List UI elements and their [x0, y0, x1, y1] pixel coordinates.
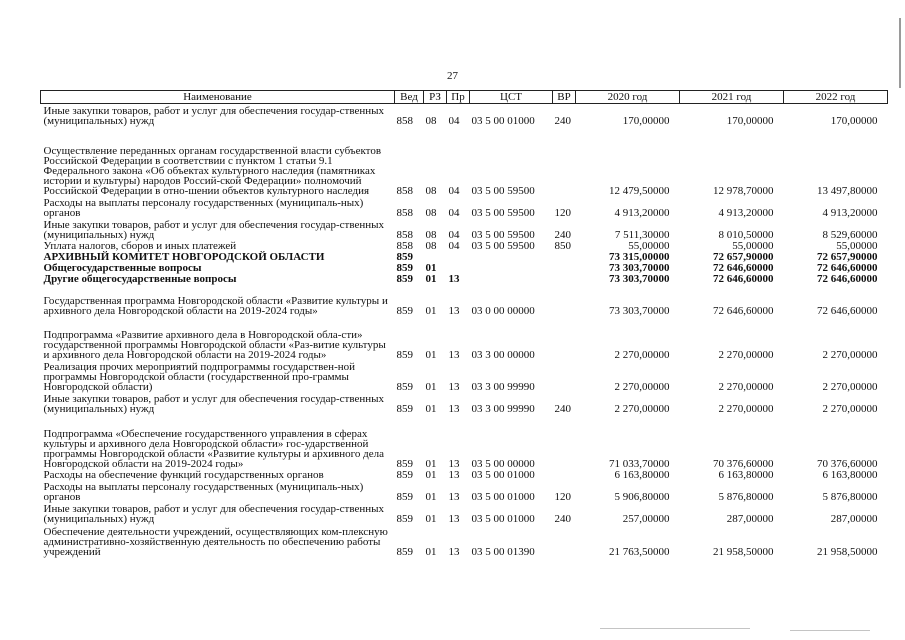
row-2020-cell: 2 270,00000 [614, 348, 670, 361]
row-name-cell: Уплата налогов, сборов и иных платежей [43, 239, 237, 252]
column-header-2022: 2022 год [784, 91, 888, 104]
row-pr-cell [447, 251, 470, 262]
table-row [41, 502, 888, 524]
row-pr-cell [447, 262, 470, 273]
row-rz-cell: 01 [425, 545, 437, 558]
row-2021-cell: 170,00000 [726, 114, 774, 127]
row-2020-cell: 5 906,80000 [614, 490, 670, 503]
row-pr-cell: 04 [448, 114, 460, 127]
row-vr-cell [553, 316, 576, 360]
row-cst-cell: 03 5 00 01000 [471, 114, 535, 127]
row-vr-cell [553, 414, 576, 469]
row-pr-cell: 04 [448, 239, 460, 252]
row-rz-cell: 01 [425, 380, 437, 393]
row-2020-cell: 257,00000 [622, 512, 670, 525]
scan-edge-mark [600, 628, 750, 629]
row-ved-cell: 858 [396, 206, 413, 219]
row-ved-cell: 859 [396, 348, 413, 361]
table-header-row [41, 91, 888, 104]
row-vr-cell [553, 469, 576, 480]
row-2022-cell: 21 958,50000 [817, 545, 878, 558]
row-2021-cell: 72 646,60000 [713, 261, 774, 274]
row-2022-cell: 2 270,00000 [822, 402, 878, 415]
budget-table [40, 90, 888, 557]
row-2021-cell: 8 010,50000 [718, 228, 774, 241]
row-2021-cell: 2 270,00000 [718, 380, 774, 393]
table-row [41, 524, 888, 557]
row-cst-cell: 03 0 00 00000 [471, 304, 535, 317]
row-ved-cell: 859 [396, 250, 413, 263]
row-pr-cell: 13 [448, 457, 460, 470]
row-name-cell: АРХИВНЫЙ КОМИТЕТ НОВГОРОДСКОЙ ОБЛАСТИ [43, 250, 325, 263]
scan-edge-mark [899, 18, 901, 88]
row-2020-cell: 71 033,70000 [609, 457, 670, 470]
row-rz-cell [424, 251, 447, 262]
row-pr-cell: 04 [448, 206, 460, 219]
row-cst-cell: 03 5 00 01000 [471, 468, 535, 481]
row-2022-cell: 6 163,80000 [822, 468, 878, 481]
row-2022-cell: 170,00000 [830, 114, 878, 127]
row-cst-cell: 03 5 00 01000 [471, 490, 535, 503]
row-vr-cell [553, 360, 576, 392]
row-ved-cell: 858 [396, 114, 413, 127]
row-2022-cell: 4 913,20000 [822, 206, 878, 219]
table-row [41, 480, 888, 502]
row-ved-cell: 859 [396, 261, 413, 274]
row-name-cell: Подпрограмма «Обеспечение государственного управления в сферах культуры и архивного дела Новгородской области» гос-ударственной программы Новгородской области «Развитие культуры и архивного дела Новгородской области на 2019-2024 годы» [43, 427, 384, 470]
row-2020-cell: 73 303,70000 [609, 261, 670, 274]
row-2021-cell: 21 958,50000 [713, 545, 774, 558]
row-pr-cell: 13 [448, 545, 460, 558]
table-row [41, 414, 888, 469]
row-name-cell: Государственная программа Новгородской области «Развитие культуры и архивного дела Новгородской области на 2019-2024 годы» [43, 294, 388, 317]
row-cst-cell: 03 5 00 01000 [471, 512, 535, 525]
column-header-2021: 2021 год [680, 91, 784, 104]
row-cst-cell: 03 3 00 00000 [471, 348, 535, 361]
row-pr-cell: 13 [448, 490, 460, 503]
row-name-cell: Расходы на выплаты персоналу государственных (муниципаль-ных) органов [43, 480, 364, 503]
row-name-cell: Иные закупки товаров, работ и услуг для обеспечения государ-ственных (муниципальных) нужд [43, 502, 385, 525]
row-2021-cell: 287,00000 [726, 512, 774, 525]
row-pr-cell: 13 [448, 380, 460, 393]
row-pr-cell: 13 [448, 468, 460, 481]
row-cst-cell: 03 5 00 59500 [471, 184, 535, 197]
row-2022-cell: 5 876,80000 [822, 490, 878, 503]
row-vr-cell: 240 [554, 114, 571, 127]
table-row [41, 273, 888, 284]
row-2022-cell: 55,00000 [836, 239, 878, 252]
table-row [41, 196, 888, 218]
row-2022-cell: 287,00000 [830, 512, 878, 525]
row-2021-cell: 12 978,70000 [713, 184, 774, 197]
row-ved-cell: 859 [396, 402, 413, 415]
row-cst-cell: 03 5 00 59500 [471, 239, 535, 252]
row-rz-cell: 01 [425, 512, 437, 525]
table-row [41, 104, 888, 126]
row-ved-cell: 858 [396, 228, 413, 241]
row-2020-cell: 21 763,50000 [609, 545, 670, 558]
row-pr-cell: 13 [448, 272, 460, 285]
row-vr-cell [553, 273, 576, 284]
row-vr-cell [553, 524, 576, 557]
row-ved-cell: 859 [396, 380, 413, 393]
row-rz-cell: 01 [425, 348, 437, 361]
row-rz-cell: 01 [425, 304, 437, 317]
row-rz-cell: 01 [425, 457, 437, 470]
row-2020-cell: 2 270,00000 [614, 402, 670, 415]
row-2022-cell: 72 657,90000 [817, 250, 878, 263]
row-2020-cell: 170,00000 [622, 114, 670, 127]
row-rz-cell: 08 [425, 184, 437, 197]
row-rz-cell: 08 [425, 239, 437, 252]
row-ved-cell: 859 [396, 512, 413, 525]
row-pr-cell: 13 [448, 304, 460, 317]
row-ved-cell: 859 [396, 304, 413, 317]
row-vr-cell: 240 [554, 512, 571, 525]
row-2022-cell: 2 270,00000 [822, 348, 878, 361]
row-2022-cell: 8 529,60000 [822, 228, 878, 241]
row-vr-cell [553, 251, 576, 262]
row-2022-cell: 72 646,60000 [817, 272, 878, 285]
row-name-cell: Иные закупки товаров, работ и услуг для обеспечения государ-ственных (муниципальных) нужд [43, 218, 385, 241]
row-2022-cell: 2 270,00000 [822, 380, 878, 393]
row-name-cell: Расходы на обеспечение функций государственных органов [43, 468, 324, 481]
row-pr-cell: 13 [448, 512, 460, 525]
row-cst-cell: 03 5 00 01390 [471, 545, 535, 558]
row-2020-cell: 73 315,00000 [609, 250, 670, 263]
row-vr-cell [553, 262, 576, 273]
row-2021-cell: 4 913,20000 [718, 206, 774, 219]
table-row [41, 284, 888, 316]
row-pr-cell: 04 [448, 184, 460, 197]
row-ved-cell: 859 [396, 272, 413, 285]
budget-table-sheet [40, 90, 887, 557]
row-2021-cell: 6 163,80000 [718, 468, 774, 481]
row-2021-cell: 2 270,00000 [718, 402, 774, 415]
row-vr-cell: 120 [554, 490, 571, 503]
row-cst-cell: 03 5 00 59500 [471, 206, 535, 219]
row-name-cell: Подпрограмма «Развитие архивного дела в Новгородской обла-сти» государственной программы Новгородской области «Раз-витие культуры и архивного дела Новгородской области на 2019-2024 годы» [43, 328, 386, 361]
column-header-2020: 2020 год [576, 91, 680, 104]
row-2021-cell: 72 646,60000 [713, 272, 774, 285]
table-row [41, 126, 888, 196]
row-ved-cell: 859 [396, 545, 413, 558]
table-row [41, 392, 888, 414]
row-ved-cell: 858 [396, 239, 413, 252]
row-2020-cell: 6 163,80000 [614, 468, 670, 481]
row-2021-cell: 72 646,60000 [713, 304, 774, 317]
row-name-cell: Реализация прочих мероприятий подпрограммы государствен-ной программы Новгородской области (государственной про-граммы Новгородской области) [43, 360, 356, 393]
row-ved-cell: 859 [396, 490, 413, 503]
column-header-vr: ВР [553, 91, 576, 104]
row-2021-cell: 70 376,60000 [713, 457, 774, 470]
row-rz-cell: 01 [425, 468, 437, 481]
row-2022-cell: 13 497,80000 [817, 184, 878, 197]
row-cst-cell: 03 3 00 99990 [471, 402, 535, 415]
column-header-pr: Пр [447, 91, 470, 104]
row-2021-cell: 55,00000 [732, 239, 774, 252]
row-rz-cell: 01 [425, 402, 437, 415]
column-header-rz: РЗ [424, 91, 447, 104]
row-vr-cell: 240 [554, 228, 571, 241]
column-header-cst: ЦСТ [470, 91, 553, 104]
table-row [41, 262, 888, 273]
row-2020-cell: 2 270,00000 [614, 380, 670, 393]
row-cst-cell [470, 273, 553, 284]
row-cst-cell [470, 251, 553, 262]
row-name-cell: Общегосударственные вопросы [43, 261, 202, 274]
row-2021-cell: 5 876,80000 [718, 490, 774, 503]
row-name-cell: Иные закупки товаров, работ и услуг для обеспечения государ-ственных (муниципальных) нужд [43, 392, 385, 415]
column-header-ved: Вед [395, 91, 424, 104]
row-ved-cell: 859 [396, 457, 413, 470]
row-name-cell: Осуществление переданных органам государственной власти субъектов Российской Федерации в соответствии с пунктом 1 статьи 9.1 Федерального закона «Об объектах культурного наследия (памятниках истории и культуры) народов Россий-ской Федерации» полномочий Российской Федерации в отно-шении объектов культурного наследия [43, 144, 382, 197]
row-pr-cell: 13 [448, 402, 460, 415]
table-row [41, 316, 888, 360]
row-vr-cell [553, 126, 576, 196]
row-2021-cell: 72 657,90000 [713, 250, 774, 263]
row-vr-cell: 120 [554, 206, 571, 219]
row-vr-cell [553, 284, 576, 316]
row-2020-cell: 55,00000 [628, 239, 670, 252]
row-rz-cell: 08 [425, 206, 437, 219]
row-cst-cell: 03 5 00 00000 [471, 457, 535, 470]
row-pr-cell: 04 [448, 228, 460, 241]
page-number: 27 [447, 70, 458, 82]
row-2020-cell: 4 913,20000 [614, 206, 670, 219]
table-row [41, 240, 888, 251]
row-cst-cell: 03 3 00 99990 [471, 380, 535, 393]
row-name-cell: Другие общегосударственные вопросы [43, 272, 237, 285]
row-name-cell: Расходы на выплаты персоналу государственных (муниципаль-ных) органов [43, 196, 364, 219]
row-name-cell: Обеспечение деятельности учреждений, осуществляющих ком-плексную административно-хозяйственную деятельность по обеспечению работы учреждений [43, 525, 388, 558]
row-rz-cell: 08 [425, 228, 437, 241]
row-2022-cell: 70 376,60000 [817, 457, 878, 470]
row-2020-cell: 73 303,70000 [609, 304, 670, 317]
row-vr-cell: 850 [554, 239, 571, 252]
column-header-name: Наименование [41, 91, 395, 104]
row-ved-cell: 859 [396, 468, 413, 481]
table-row [41, 469, 888, 480]
table-body [41, 104, 888, 557]
row-rz-cell: 08 [425, 114, 437, 127]
table-row [41, 251, 888, 262]
table-row [41, 218, 888, 240]
row-2022-cell: 72 646,60000 [817, 304, 878, 317]
row-2021-cell: 2 270,00000 [718, 348, 774, 361]
scan-edge-mark [790, 630, 870, 631]
row-pr-cell: 13 [448, 348, 460, 361]
row-cst-cell: 03 5 00 59500 [471, 228, 535, 241]
row-2022-cell: 72 646,60000 [817, 261, 878, 274]
row-2020-cell: 7 511,30000 [614, 228, 670, 241]
row-rz-cell: 01 [425, 490, 437, 503]
row-rz-cell: 01 [425, 272, 437, 285]
row-vr-cell: 240 [554, 402, 571, 415]
row-ved-cell: 858 [396, 184, 413, 197]
row-2020-cell: 12 479,50000 [609, 184, 670, 197]
table-row [41, 360, 888, 392]
row-2020-cell: 73 303,70000 [609, 272, 670, 285]
row-cst-cell [470, 262, 553, 273]
row-name-cell: Иные закупки товаров, работ и услуг для обеспечения государ-ственных (муниципальных) нужд [43, 104, 385, 127]
row-rz-cell: 01 [425, 261, 437, 274]
